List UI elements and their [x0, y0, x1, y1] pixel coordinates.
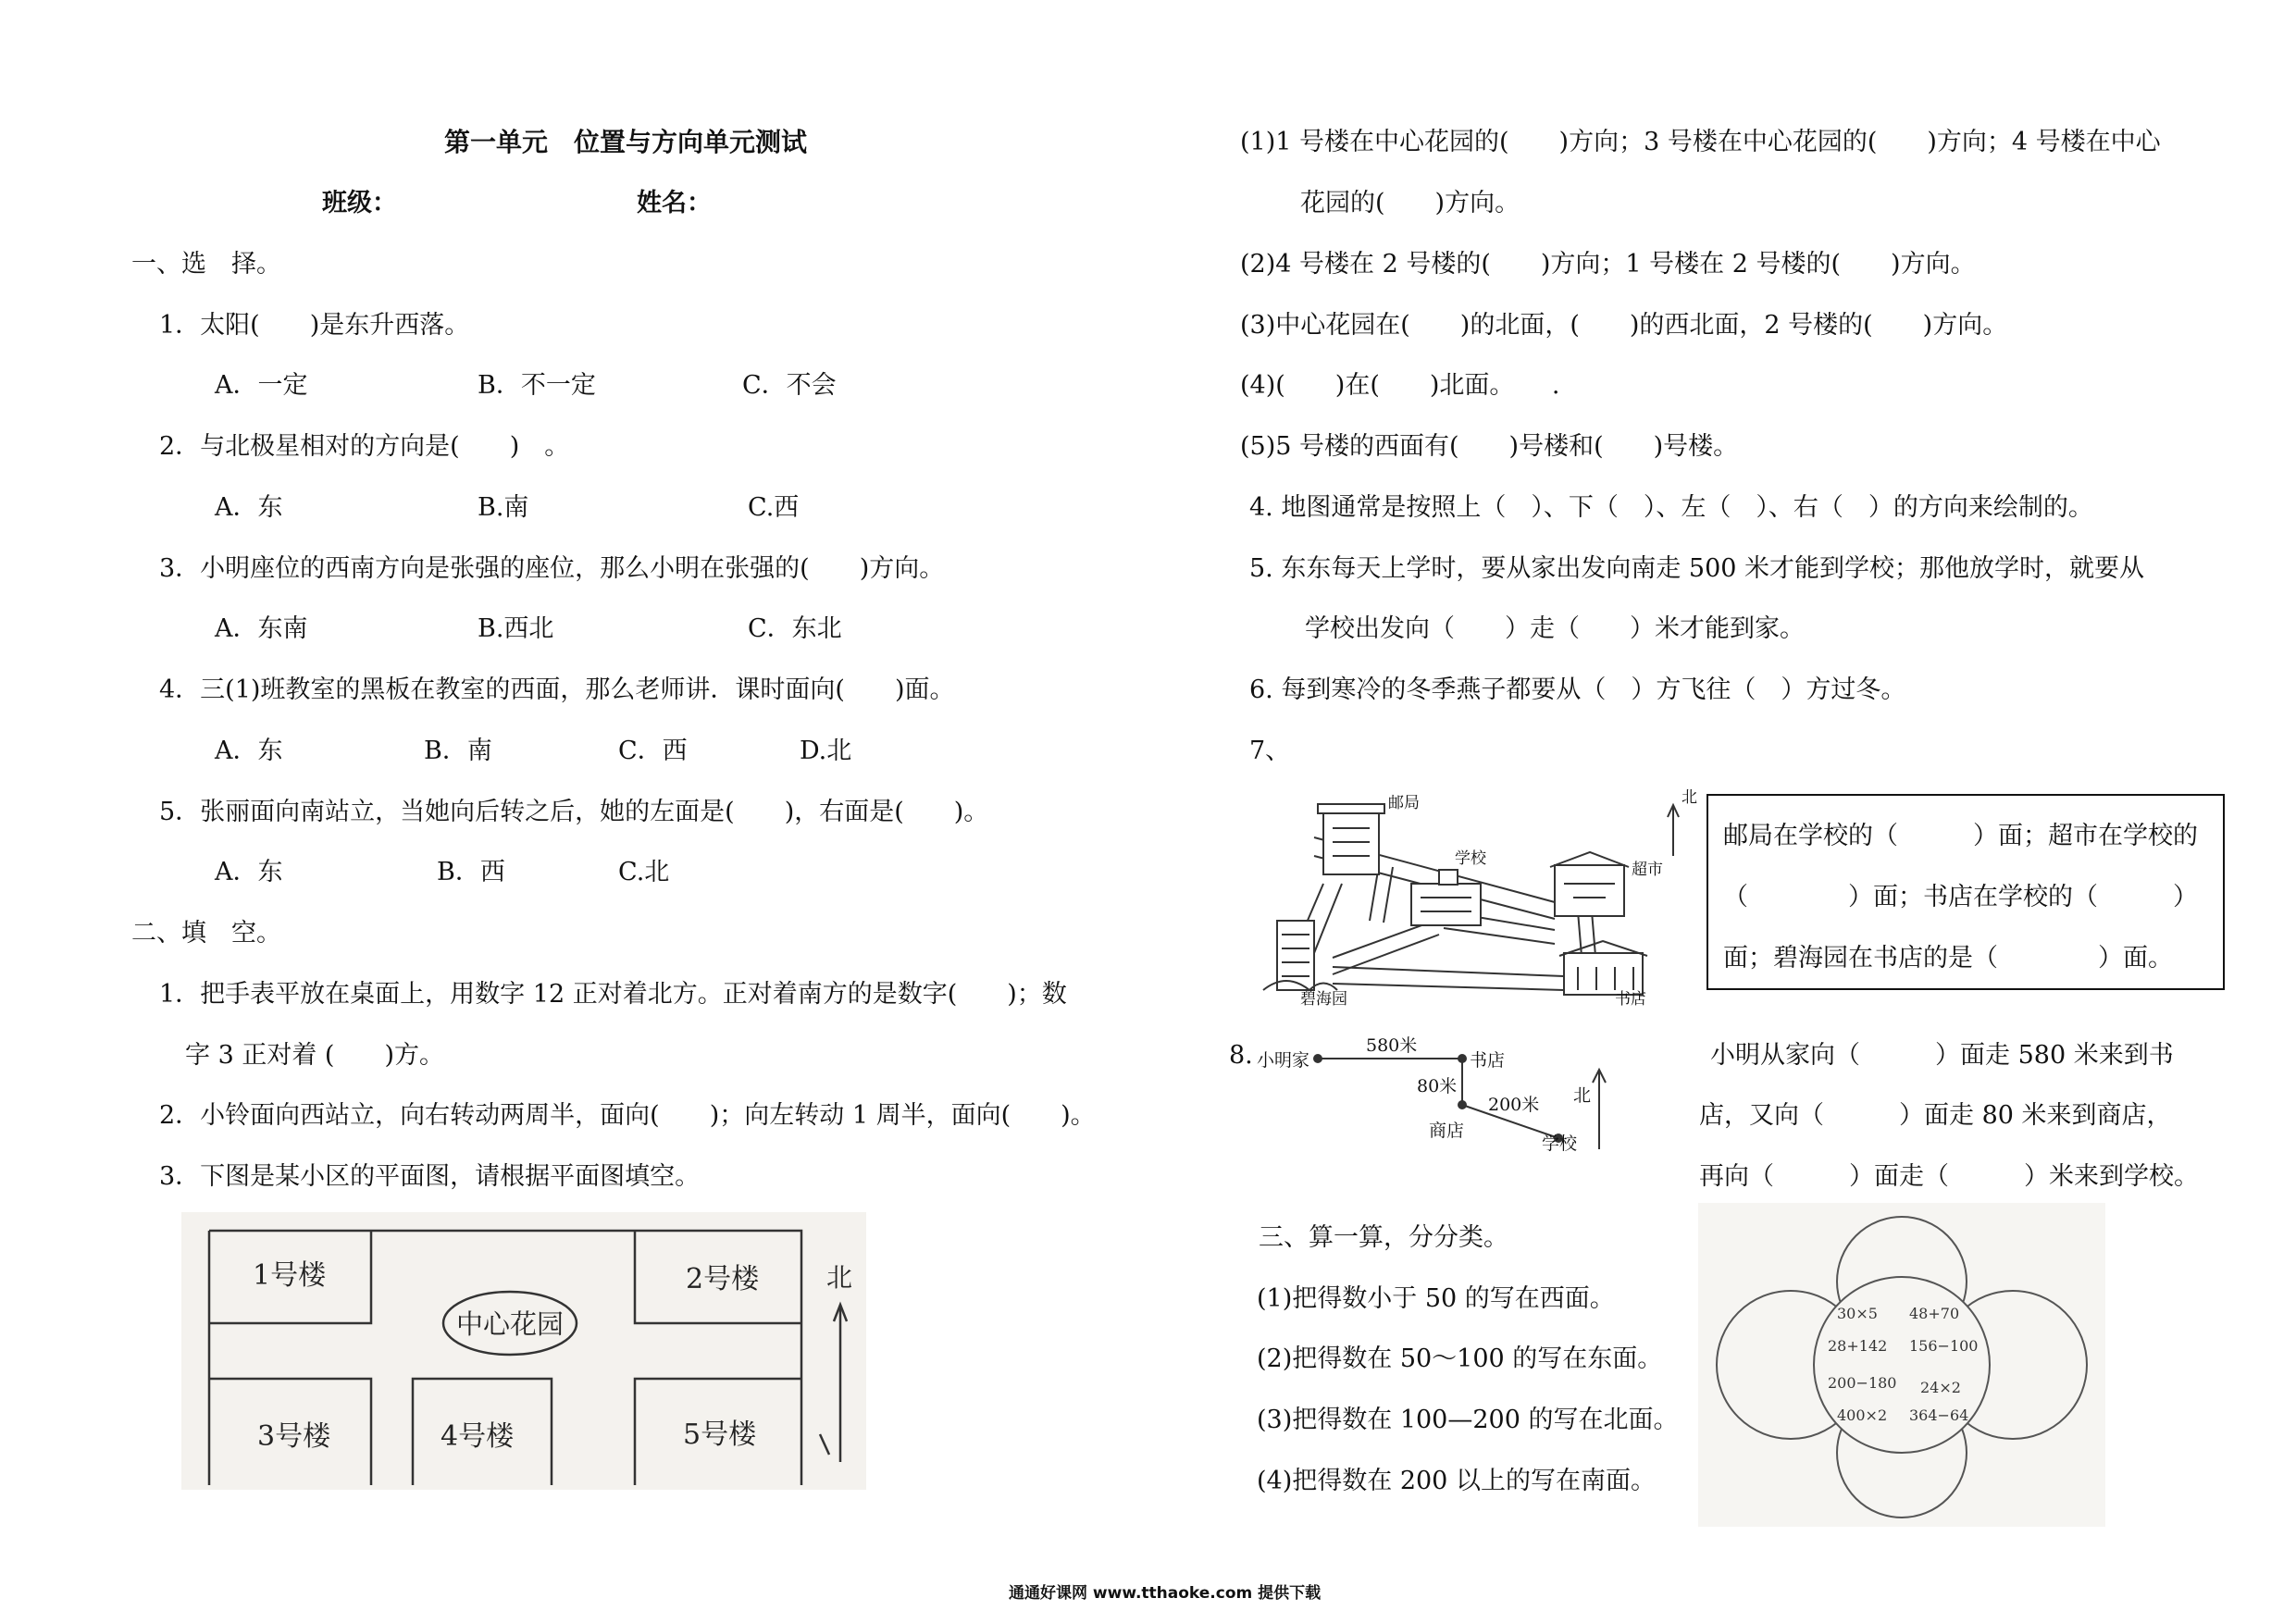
- route-north-label: 北: [1573, 1085, 1592, 1106]
- expr-3: 28+142: [1828, 1337, 1888, 1355]
- q2-3-2-text: (2)4 号楼在 2 号楼的( )方向；1 号楼在 2 号楼的( )方向。: [1240, 250, 1976, 279]
- q1-5-text: 5．张丽面向南站立，当她向后转之后，她的左面是( )，右面是( )。: [159, 798, 989, 826]
- name-label: 姓名：: [637, 189, 712, 217]
- q1-2-option-c: C.西: [748, 493, 800, 522]
- q7-box-line1: 邮局在学校的（ ）面；超市在学校的: [1723, 822, 2198, 850]
- expr-8: 364−64: [1909, 1406, 1969, 1424]
- building-1: [253, 1259, 327, 1292]
- q2-3-4-text: (4)( )在( )北面。 .: [1240, 371, 1560, 400]
- building-2: [686, 1263, 760, 1295]
- section-1-heading: 一、选 择。: [131, 250, 281, 279]
- building-4: [441, 1420, 515, 1453]
- q2-3-1-line2: 花园的( )方向。: [1300, 189, 1520, 217]
- expr-1: 30×5: [1837, 1305, 1878, 1322]
- q1-3-option-a: A．东南: [215, 614, 308, 643]
- supermarket-label: 超市: [1632, 861, 1663, 879]
- q1-4-option-d: D.北: [800, 737, 852, 765]
- q1-4-option-a: A．东: [215, 737, 283, 765]
- q8-line3: 再向（ ）面走（ ）米来到学校。: [1699, 1162, 2199, 1191]
- q1-2-option-a: A．东: [215, 493, 283, 522]
- route-school-label: 学校: [1542, 1134, 1578, 1154]
- q2-7-number: 7、: [1249, 737, 1291, 765]
- q2-5-line2: 学校出发向（ ）走（ ）米才能到家。: [1305, 614, 1805, 643]
- sec3-rule-2: (2)把得数在 50～100 的写在东面。: [1257, 1344, 1663, 1373]
- q1-4-option-b: B．南: [424, 737, 492, 765]
- q7-answer-box: [1706, 794, 2225, 990]
- q1-1-option-a: A．一定: [215, 371, 308, 400]
- q1-5-option-b: B．西: [437, 858, 505, 886]
- expr-2: 48+70: [1909, 1305, 1960, 1322]
- expr-6: 24×2: [1920, 1379, 1961, 1396]
- post-office-label: 邮局: [1388, 794, 1420, 812]
- building-4-label: 4号楼: [441, 1420, 515, 1453]
- community-plan-map: [181, 1212, 866, 1490]
- q1-3-text: 3．小明座位的西南方向是张强的座位，那么小明在张强的( )方向。: [159, 554, 945, 583]
- q2-3-3-text: (3)中心花园在( )的北面，( )的西北面，2 号楼的( )方向。: [1240, 311, 2008, 340]
- center-circle: [1814, 1277, 1990, 1453]
- school-label: 学校: [1455, 849, 1486, 868]
- q7-box-line3: 面；碧海园在书店的是（ ）面。: [1723, 944, 2173, 973]
- q8-line1: 小明从家向（ ）面走 580 米来到书: [1710, 1041, 2174, 1070]
- shop-label: 商店: [1429, 1121, 1465, 1141]
- q2-3-5-text: (5)5 号楼的西面有( )号楼和( )号楼。: [1240, 432, 1739, 461]
- q7-north-label: 北: [1682, 788, 1697, 807]
- q1-1-option-c: C．不会: [742, 371, 837, 400]
- q2-1-line2: 字 3 正对着 ( )方。: [185, 1041, 444, 1070]
- q1-5-option-c: C.北: [618, 858, 670, 886]
- distance-80-label: 80米: [1417, 1076, 1458, 1096]
- building-3: [257, 1420, 331, 1453]
- q2-2-text: 2．小铃面向西站立，向右转动两周半，面向( )；向左转动 1 周半，面向( )。: [159, 1101, 1096, 1130]
- q1-3-option-b: B.西北: [478, 614, 554, 643]
- q2-3-1-line1: (1)1 号楼在中心花园的( )方向；3 号楼在中心花园的( )方向；4 号楼在中心: [1240, 128, 2161, 156]
- footer: 通通好课网 www.tthaoke.com 提供下载: [1009, 1584, 1322, 1603]
- q2-8-number: 8.: [1229, 1041, 1253, 1070]
- q1-4-text: 4．三(1)班教室的黑板在教室的西面，那么老师讲．课时面向( )面。: [159, 675, 955, 704]
- central-garden-label: 中心花园: [456, 1308, 565, 1340]
- garden-label: 碧海园: [1300, 990, 1347, 1009]
- sec3-rule-3: (3)把得数在 100—200 的写在北面。: [1257, 1406, 1679, 1434]
- building-5-label: 5号楼: [683, 1419, 757, 1451]
- q8-line2: 店，又向（ ）面走 80 米来到商店，: [1699, 1101, 2172, 1130]
- expr-4: 156−100: [1909, 1337, 1979, 1355]
- q1-2-option-b: B.南: [478, 493, 529, 522]
- sec3-rule-4: (4)把得数在 200 以上的写在南面。: [1257, 1467, 1656, 1495]
- q2-5-line1: 5. 东东每天上学时，要从家出发向南走 500 米才能到学校；那他放学时，就要从: [1249, 554, 2145, 583]
- bookstore-label: 书店: [1615, 990, 1646, 1009]
- four-circle-diagram: [1698, 1203, 2105, 1527]
- q1-5-option-a: A．东: [215, 858, 283, 886]
- route-bookstore-label: 书店: [1470, 1050, 1506, 1071]
- q1-4-option-c: C．西: [618, 737, 688, 765]
- q2-4-text: 4. 地图通常是按照上（ ）、下（ ）、左（ ）、右（ ）的方向来绘制的。: [1249, 493, 2093, 522]
- home-label: 小明家: [1257, 1050, 1310, 1071]
- expr-5: 200−180: [1828, 1374, 1897, 1392]
- town-illustration-map: [1259, 782, 1697, 1009]
- q1-2-text: 2．与北极星相对的方向是( ) 。: [159, 432, 570, 461]
- north-label: 北: [826, 1262, 853, 1293]
- class-label: 班级：: [322, 189, 397, 217]
- q1-1-text: 1．太阳( )是东升西落。: [159, 311, 470, 340]
- q2-1-line1: 1．把手表平放在桌面上，用数字 12 正对着北方。正对着南方的是数字( )；数: [159, 980, 1067, 1009]
- building-2-label: 2号楼: [686, 1263, 760, 1295]
- page-title: 第一单元 位置与方向单元测试: [444, 127, 808, 157]
- building-3-label: 3号楼: [257, 1420, 331, 1453]
- section-2-heading: 二、填 空。: [131, 919, 281, 948]
- distance-580-label: 580米: [1366, 1035, 1418, 1056]
- q1-1-option-b: B．不一定: [478, 371, 596, 400]
- sec3-rule-1: (1)把得数小于 50 的写在西面。: [1257, 1284, 1615, 1313]
- q7-box-line2: （ ）面；书店在学校的（ ）: [1723, 883, 2198, 911]
- section-3-heading: 三、算一算，分分类。: [1259, 1223, 1508, 1252]
- building-5: [683, 1419, 757, 1451]
- route-map: [1247, 1027, 1618, 1157]
- q2-6-text: 6. 每到寒冷的冬季燕子都要从（ ）方飞往（ ）方过冬。: [1249, 675, 1906, 704]
- q1-3-option-c: C．东北: [748, 614, 842, 643]
- q2-3-text: 3．下图是某小区的平面图，请根据平面图填空。: [159, 1162, 701, 1191]
- building-1-label: 1号楼: [253, 1259, 327, 1292]
- expr-7: 400×2: [1837, 1406, 1888, 1424]
- distance-200-label: 200米: [1488, 1095, 1540, 1115]
